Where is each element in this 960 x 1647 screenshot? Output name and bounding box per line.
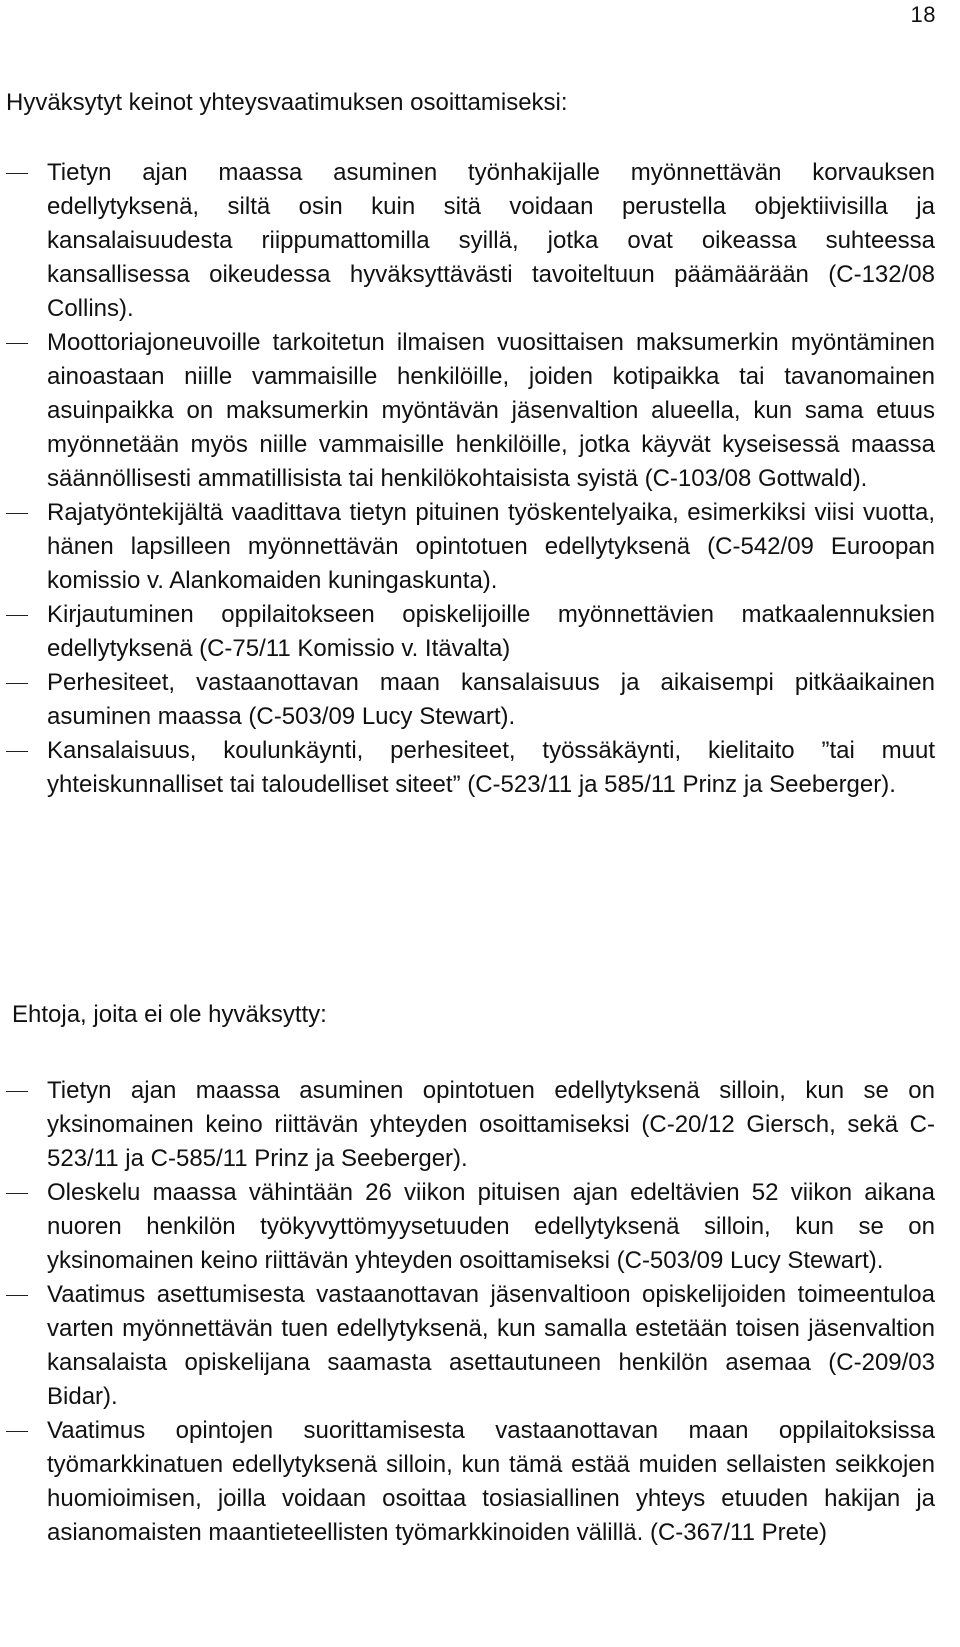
dash-bullet-icon xyxy=(6,1193,28,1194)
dash-bullet-icon xyxy=(6,1431,28,1432)
dash-bullet-icon xyxy=(6,1091,28,1092)
dash-bullet-icon xyxy=(6,751,28,752)
dash-bullet-icon xyxy=(6,1295,28,1296)
list-item-text: Moottoriajoneuvoille tarkoitetun ilmaisen vuosittaisen maksumerkin myöntäminen ainoastaan niille vammaisille henkilöille, joiden kotipaikka tai tavanomainen asuinpaikka on maksumerkin myöntävän jäsenvaltion alueella, kun sama etuus myönnetään myös niille vammaisille henkilöille, jotka käyvät kyseisessä maassa säännöllisesti ammatillisista tai henkilökohtaisista syistä (C-103/08 Gottwald). xyxy=(47,329,935,492)
list-item-text: Tietyn ajan maassa asuminen opintotuen edellytyksenä silloin, kun se on yksinomainen keino riittävän yhteyden osoittamiseksi (C-20/12 Giersch, sekä C-523/11 ja C-585/11 Prinz ja Seeberger). xyxy=(47,1077,935,1172)
dash-bullet-icon xyxy=(6,173,28,174)
list-item-text: Rajatyöntekijältä vaadittava tietyn pituinen työskentelyaika, esimerkiksi viisi vuotta, hänen lapsilleen myönnettävän opintotuen edellytyksenä (C-542/09 Euroopan komissio v. Alankomaiden kuningaskunta). xyxy=(47,499,935,594)
list-item-text: Kansalaisuus, koulunkäynti, perhesiteet, työssäkäynti, kielitaito ”tai muut yhteiskunnalliset tai taloudelliset siteet” (C-523/11 ja 585/11 Prinz ja Seeberger). xyxy=(47,737,935,798)
list-item xyxy=(0,598,960,666)
dash-bullet-icon xyxy=(6,683,28,684)
list-item xyxy=(0,1176,960,1278)
section-heading-rejected: Ehtoja, joita ei ole hyväksytty: xyxy=(12,1001,327,1028)
list-item xyxy=(0,496,960,598)
list-item-text: Oleskelu maassa vähintään 26 viikon pituisen ajan edeltävien 52 viikon aikana nuoren henkilön työkyvyttömyysetuuden edellytyksenä silloin, kun se on yksinomainen keino riittävän yhteyden osoittamiseksi (C-503/09 Lucy Stewart). xyxy=(47,1179,935,1274)
list-item xyxy=(0,326,960,496)
list-item xyxy=(0,1414,960,1550)
list-item-text: Vaatimus asettumisesta vastaanottavan jäsenvaltioon opiskelijoiden toimeentuloa varten myönnettävän tuen edellytyksenä, kun samalla estetään toisen jäsenvaltion kansalaista opiskelijana saamasta asettautuneen henkilön asemaa (C-209/03 Bidar). xyxy=(47,1281,935,1410)
dash-bullet-icon xyxy=(6,513,28,514)
list-item-text: Tietyn ajan maassa asuminen työnhakijalle myönnettävän korvauksen edellytyksenä, siltä osin kuin sitä voidaan perustella objektiivisilla ja kansalaisuudesta riippumattomilla syillä, jotka ovat oikeassa suhteessa kansallisessa oikeudessa hyväksyttävästi tavoiteltuun päämäärään (C-132/08 Collins). xyxy=(47,159,935,322)
dash-bullet-icon xyxy=(6,343,28,344)
accepted-criteria-list xyxy=(0,156,960,802)
list-item xyxy=(0,156,960,326)
list-item-text: Vaatimus opintojen suorittamisesta vastaanottavan maan oppilaitoksissa työmarkkinatuen edellytyksenä silloin, kun tämä estää muiden sellaisten seikkojen huomioimisen, joilla voidaan osoittaa tosiasiallinen yhteys etuuden hakijan ja asianomaisten maantieteellisten työmarkkinoiden välillä. (C-367/11 Prete) xyxy=(47,1417,935,1546)
list-item xyxy=(0,1278,960,1414)
page-number: 18 xyxy=(910,2,936,27)
list-item-text: Kirjautuminen oppilaitokseen opiskelijoille myönnettävien matkaalennuksien edellytyksenä (C-75/11 Komissio v. Itävalta) xyxy=(47,601,935,662)
list-item xyxy=(0,734,960,802)
section-heading-accepted: Hyväksytyt keinot yhteysvaatimuksen osoittamiseksi: xyxy=(6,89,568,116)
rejected-criteria-list xyxy=(0,1074,960,1550)
dash-bullet-icon xyxy=(6,615,28,616)
list-item xyxy=(0,666,960,734)
list-item-text: Perhesiteet, vastaanottavan maan kansalaisuus ja aikaisempi pitkäaikainen asuminen maassa (C-503/09 Lucy Stewart). xyxy=(47,669,935,730)
list-item xyxy=(0,1074,960,1176)
